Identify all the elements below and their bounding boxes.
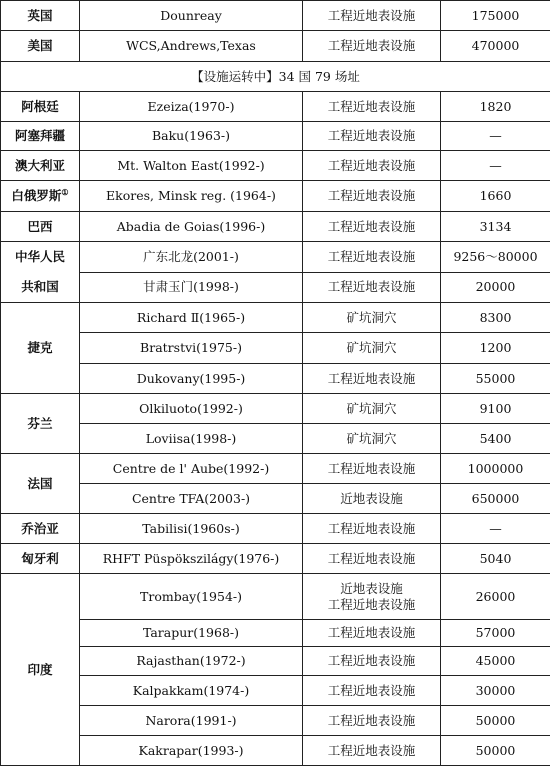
site-cell: 广东北龙(2001-)	[80, 242, 303, 273]
table-row	[1, 242, 550, 273]
site-cell: Mt. Walton East(1992-)	[80, 151, 303, 181]
site-cell: Tarapur(1968-)	[80, 620, 303, 647]
table-row	[1, 706, 550, 736]
facility-type-cell: 工程近地表设施	[303, 544, 441, 574]
site-cell: Kalpakkam(1974-)	[80, 676, 303, 706]
site-cell: Narora(1991-)	[80, 706, 303, 736]
facility-type-cell	[303, 574, 441, 620]
site-cell: Centre de l' Aube(1992-)	[80, 454, 303, 484]
country-cell: 阿根廷	[1, 92, 80, 122]
facility-type-cell: 工程近地表设施	[303, 620, 441, 647]
volume-cell: 1000000	[441, 454, 550, 484]
site-cell: Dounreay	[80, 1, 303, 31]
volume-cell: 57000	[441, 620, 550, 647]
table-row	[1, 454, 550, 484]
volume-cell: 5040	[441, 544, 550, 574]
country-cell: 乔治亚	[1, 514, 80, 544]
table-row	[1, 122, 550, 151]
country-name-line: 共和国	[3, 272, 77, 302]
country-cell	[1, 242, 80, 303]
country-cell	[1, 181, 80, 212]
facility-type-cell: 工程近地表设施	[303, 122, 441, 151]
volume-cell: 1820	[441, 92, 550, 122]
volume-cell: —	[441, 122, 550, 151]
table-row	[1, 272, 550, 303]
site-cell: Tabilisi(1960s-)	[80, 514, 303, 544]
country-cell: 英国	[1, 1, 80, 31]
table-row	[1, 514, 550, 544]
country-cell: 印度	[1, 574, 80, 766]
table-row	[1, 31, 550, 62]
volume-cell: —	[441, 514, 550, 544]
facility-type-cell: 工程近地表设施	[303, 706, 441, 736]
country-cell: 捷克	[1, 303, 80, 394]
table-row	[1, 424, 550, 454]
volume-cell: 20000	[441, 272, 550, 303]
site-cell: Trombay(1954-)	[80, 574, 303, 620]
facility-type-cell: 工程近地表设施	[303, 92, 441, 122]
facility-type-cell: 矿坑洞穴	[303, 333, 441, 364]
country-name-line: 中华人民	[3, 242, 77, 272]
facility-type-cell: 工程近地表设施	[303, 364, 441, 394]
table-row	[1, 151, 550, 181]
site-cell: Bratrstvi(1975-)	[80, 333, 303, 364]
site-cell: Centre TFA(2003-)	[80, 484, 303, 514]
table-row	[1, 212, 550, 242]
country-cell: 澳大利亚	[1, 151, 80, 181]
volume-cell: 9100	[441, 394, 550, 424]
site-cell: Kakrapar(1993-)	[80, 736, 303, 766]
facility-type-cell: 矿坑洞穴	[303, 394, 441, 424]
facility-type-cell: 工程近地表设施	[303, 242, 441, 273]
volume-cell: 30000	[441, 676, 550, 706]
volume-cell: 9256～80000	[441, 242, 550, 273]
site-cell: Rajasthan(1972-)	[80, 647, 303, 676]
facility-type-cell: 矿坑洞穴	[303, 303, 441, 333]
table-row	[1, 647, 550, 676]
facility-type-cell: 工程近地表设施	[303, 647, 441, 676]
table-row	[1, 620, 550, 647]
site-cell: Dukovany(1995-)	[80, 364, 303, 394]
section-header-row	[1, 62, 550, 92]
site-cell: WCS,Andrews,Texas	[80, 31, 303, 62]
volume-cell: 5400	[441, 424, 550, 454]
table-row	[1, 333, 550, 364]
table-row	[1, 92, 550, 122]
table-row	[1, 1, 550, 31]
site-cell: 甘肃玉门(1998-)	[80, 272, 303, 303]
table-row	[1, 484, 550, 514]
table-row	[1, 736, 550, 766]
facility-type-cell: 工程近地表设施	[303, 736, 441, 766]
country-name: 白俄罗斯	[11, 188, 61, 203]
country-cell: 阿塞拜疆	[1, 122, 80, 151]
site-cell: Olkiluoto(1992-)	[80, 394, 303, 424]
volume-cell: 650000	[441, 484, 550, 514]
site-cell: Ekores, Minsk reg. (1964-)	[80, 181, 303, 212]
facility-type-cell: 工程近地表设施	[303, 181, 441, 212]
volume-cell: 45000	[441, 647, 550, 676]
facility-type-cell: 工程近地表设施	[303, 1, 441, 31]
table-row	[1, 676, 550, 706]
facility-type-cell: 工程近地表设施	[303, 676, 441, 706]
table-row	[1, 574, 550, 620]
country-cell: 美国	[1, 31, 80, 62]
country-cell: 巴西	[1, 212, 80, 242]
facility-type-cell: 矿坑洞穴	[303, 424, 441, 454]
facility-type-cell: 工程近地表设施	[303, 31, 441, 62]
table-row	[1, 303, 550, 333]
facility-type-line: 工程近地表设施	[305, 597, 438, 613]
volume-cell: 1660	[441, 181, 550, 212]
volume-cell: 55000	[441, 364, 550, 394]
volume-cell: 3134	[441, 212, 550, 242]
volume-cell: 1200	[441, 333, 550, 364]
volume-cell: 50000	[441, 706, 550, 736]
table-row	[1, 364, 550, 394]
table-row	[1, 544, 550, 574]
country-cell: 法国	[1, 454, 80, 514]
site-cell: Loviisa(1998-)	[80, 424, 303, 454]
facility-type-cell: 工程近地表设施	[303, 454, 441, 484]
section-title: 【设施运转中】34 国 79 场址	[1, 62, 550, 92]
facility-type-cell: 工程近地表设施	[303, 151, 441, 181]
volume-cell: 50000	[441, 736, 550, 766]
site-cell: Abadia de Goias(1996-)	[80, 212, 303, 242]
site-cell: Ezeiza(1970-)	[80, 92, 303, 122]
facility-type-cell: 工程近地表设施	[303, 212, 441, 242]
facility-type-line: 近地表设施	[305, 581, 438, 597]
facility-type-cell: 工程近地表设施	[303, 514, 441, 544]
table-row	[1, 181, 550, 212]
site-cell: Richard Ⅱ(1965-)	[80, 303, 303, 333]
site-cell: Baku(1963-)	[80, 122, 303, 151]
footnote-marker: ①	[61, 187, 68, 197]
volume-cell: 8300	[441, 303, 550, 333]
facility-type-cell: 工程近地表设施	[303, 272, 441, 303]
site-cell: RHFT Püspökszilágy(1976-)	[80, 544, 303, 574]
volume-cell: —	[441, 151, 550, 181]
volume-cell: 26000	[441, 574, 550, 620]
country-cell: 匈牙利	[1, 544, 80, 574]
volume-cell: 175000	[441, 1, 550, 31]
table-row	[1, 394, 550, 424]
country-cell: 芬兰	[1, 394, 80, 454]
volume-cell: 470000	[441, 31, 550, 62]
facility-type-cell: 近地表设施	[303, 484, 441, 514]
